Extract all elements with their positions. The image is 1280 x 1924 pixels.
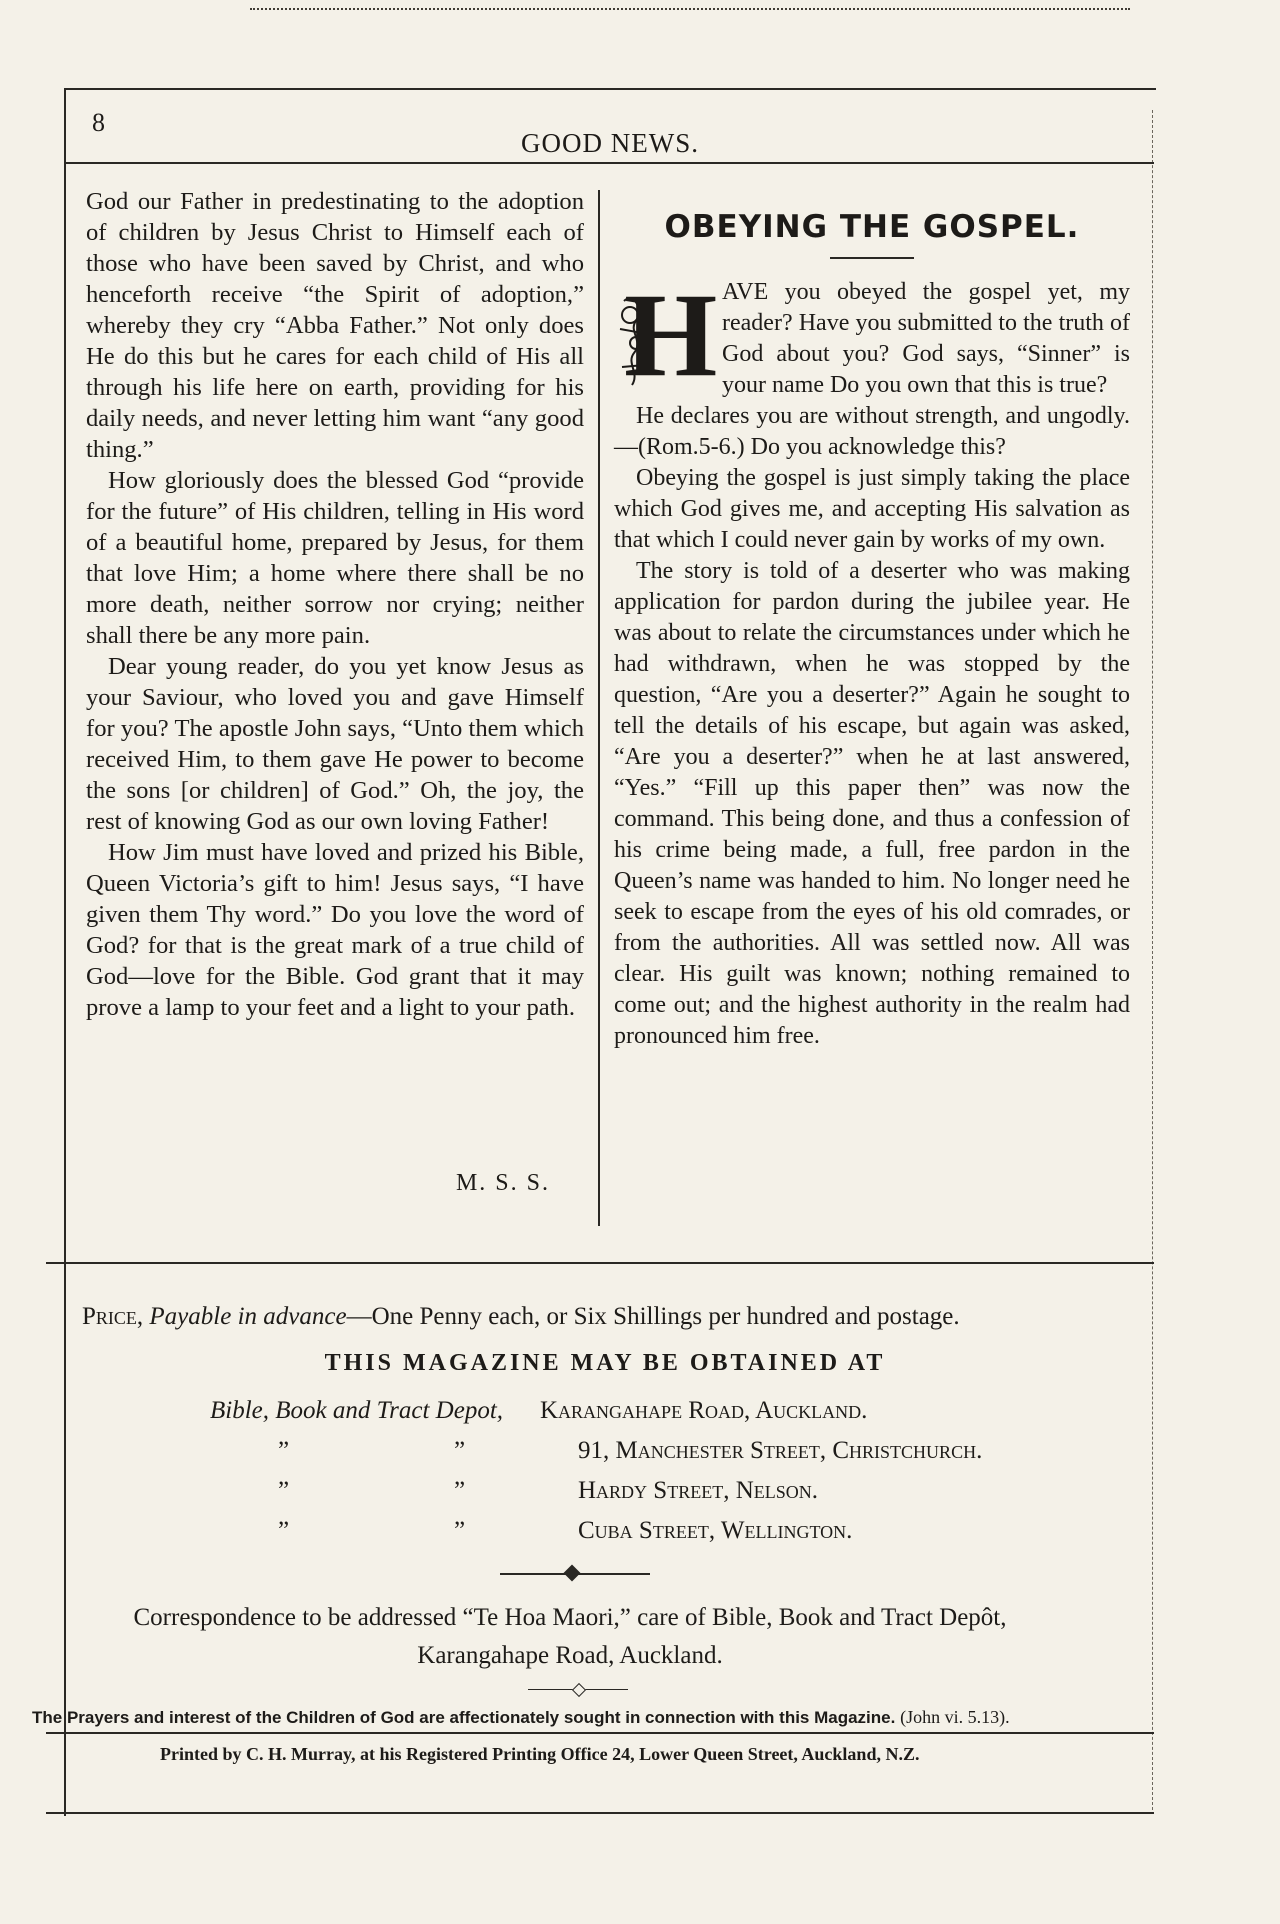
headline-rule: [830, 257, 914, 259]
bottom-rule: [46, 1812, 1154, 1814]
left-column: [86, 186, 584, 1196]
article-headline: OBEYING THE GOSPEL.: [664, 209, 1080, 245]
ornamental-divider: [500, 1569, 650, 1579]
depot-row: [70, 1511, 1160, 1551]
depot-list: [70, 1391, 1160, 1551]
ditto-mark: ”: [454, 1437, 466, 1464]
footer-block: [32, 1300, 1160, 1728]
price-line: [82, 1300, 1160, 1334]
ditto-mark: ”: [454, 1517, 466, 1544]
depot-row: [70, 1471, 1160, 1511]
printer-imprint: Printed by C. H. Murray, at his Registered Printing Office 24, Lower Queen Street, Auckland, N.Z.: [160, 1744, 920, 1764]
dropcap-letter: H: [624, 268, 718, 401]
ornamental-dropcap: [614, 268, 718, 401]
page-number: 8: [92, 108, 105, 137]
section-rule: [46, 1262, 1154, 1264]
obtain-heading: THIS MAGAZINE MAY BE OBTAINED AT: [324, 1350, 886, 1376]
scripture-reference: (John vi. 5.13).: [900, 1707, 1010, 1727]
running-title: GOOD NEWS.: [521, 128, 699, 158]
depot-address: Hardy Street, Nelson.: [578, 1477, 819, 1504]
page-top-edge: [250, 0, 1130, 10]
right-paragraph-3: Obeying the gospel is just simply taking the place which God gives me, and accepting His salvation as that which I could never gain by works of my own.: [614, 465, 1130, 553]
price-terms: Payable in advance: [149, 1303, 347, 1330]
left-paragraph-3: Dear young reader, do you yet know Jesus as your Saviour, who loved you and gave Himself for you? The apostle John says, “Unto them which received Him, to them gave He power to become the sons [or children] of God.” Oh, the joy, the rest of knowing God as our own loving Father!: [86, 653, 584, 835]
footer-rule: [46, 1732, 1154, 1734]
ditto-mark: ”: [278, 1517, 290, 1544]
header-rule: [64, 162, 1154, 164]
right-column: [614, 200, 1130, 1052]
depot-address: Cuba Street, Wellington.: [578, 1517, 853, 1544]
right-paragraph-2: He declares you are without strength, and ungodly.—(Rom.5-6.) Do you acknowledge this?: [614, 403, 1130, 460]
prayer-note: [32, 1707, 1160, 1728]
column-divider: [598, 190, 600, 1226]
left-paragraph-1: God our Father in predestinating to the adoption of children by Jesus Christ to Himself each of those who have been saved by Christ, and who henceforth receive “the Spirit of adoption,” whereby they cry “Abba Father.” Not only does He do this but he cares for each child of His all through his life here on earth, providing for his daily needs, and never letting him want “any good thing.”: [86, 188, 584, 463]
right-paragraph-1: AVE you obeyed the gospel yet, my reader? Have you submitted to the truth of God about you? God says, “Sinner” is your name Do you own that this is true?: [722, 279, 1130, 398]
author-signature: M. S. S.: [455, 1170, 550, 1196]
price-details: —One Penny each, or Six Shillings per hundred and postage.: [346, 1303, 960, 1330]
price-label: Price,: [82, 1303, 144, 1330]
small-ornamental-divider: [528, 1685, 628, 1695]
ditto-mark: ”: [278, 1437, 290, 1464]
correspondence-note: Correspondence to be addressed “Te Hoa Maori,” care of Bible, Book and Tract Depôt, Karangahape Road, Auckland.: [133, 1604, 1007, 1669]
depot-address: Karangahape Road, Auckland.: [540, 1397, 868, 1424]
depot-row: [70, 1431, 1160, 1471]
right-paragraph-4: The story is told of a deserter who was making application for pardon during the jubilee year. He was about to relate the circumstances under which he had withdrawn, when he was stopped by the question, “Are you a deserter?” Again he sought to tell the details of his escape, but again was asked, “Are you a deserter?” when he at last answered, “Yes.” “Fill up this paper then” was now the command. This being done, and thus a confession of his crime being made, a full, free pardon in the Queen’s name was handed to him. No longer need he seek to escape from the eyes of his old comrades, or from the authorities. All was settled now. All was clear. His guilt was known; nothing remained to come out; and the highest authority in the realm had pronounced him free.: [614, 558, 1130, 1049]
depot-name: Bible, Book and Tract Depot,: [210, 1397, 504, 1424]
left-paragraph-2: How gloriously does the blessed God “provide for the future” of His children, telling in His word of a beautiful home, prepared by Jesus, for them that love Him; a home where there shall be no more death, neither sorrow nor crying; neither shall there be any more pain.: [86, 467, 584, 649]
ditto-mark: ”: [454, 1477, 466, 1504]
diamond-ornament-icon: [564, 1565, 581, 1582]
depot-row: [70, 1391, 1160, 1431]
ditto-mark: ”: [278, 1477, 290, 1504]
depot-address: 91, Manchester Street, Christchurch.: [578, 1437, 983, 1464]
left-paragraph-4: How Jim must have loved and prized his Bible, Queen Victoria’s gift to him! Jesus says, “I have given them Thy word.” Do you love the word of God? for that is the great mark of a true child of God—love for the Bible. God grant that it may prove a lamp to your feet and a light to your path.: [86, 839, 584, 1021]
diamond-outline-icon: [572, 1683, 586, 1697]
prayer-text: The Prayers and interest of the Children of God are affectionately sought in connection with this Magazine.: [32, 1708, 896, 1727]
